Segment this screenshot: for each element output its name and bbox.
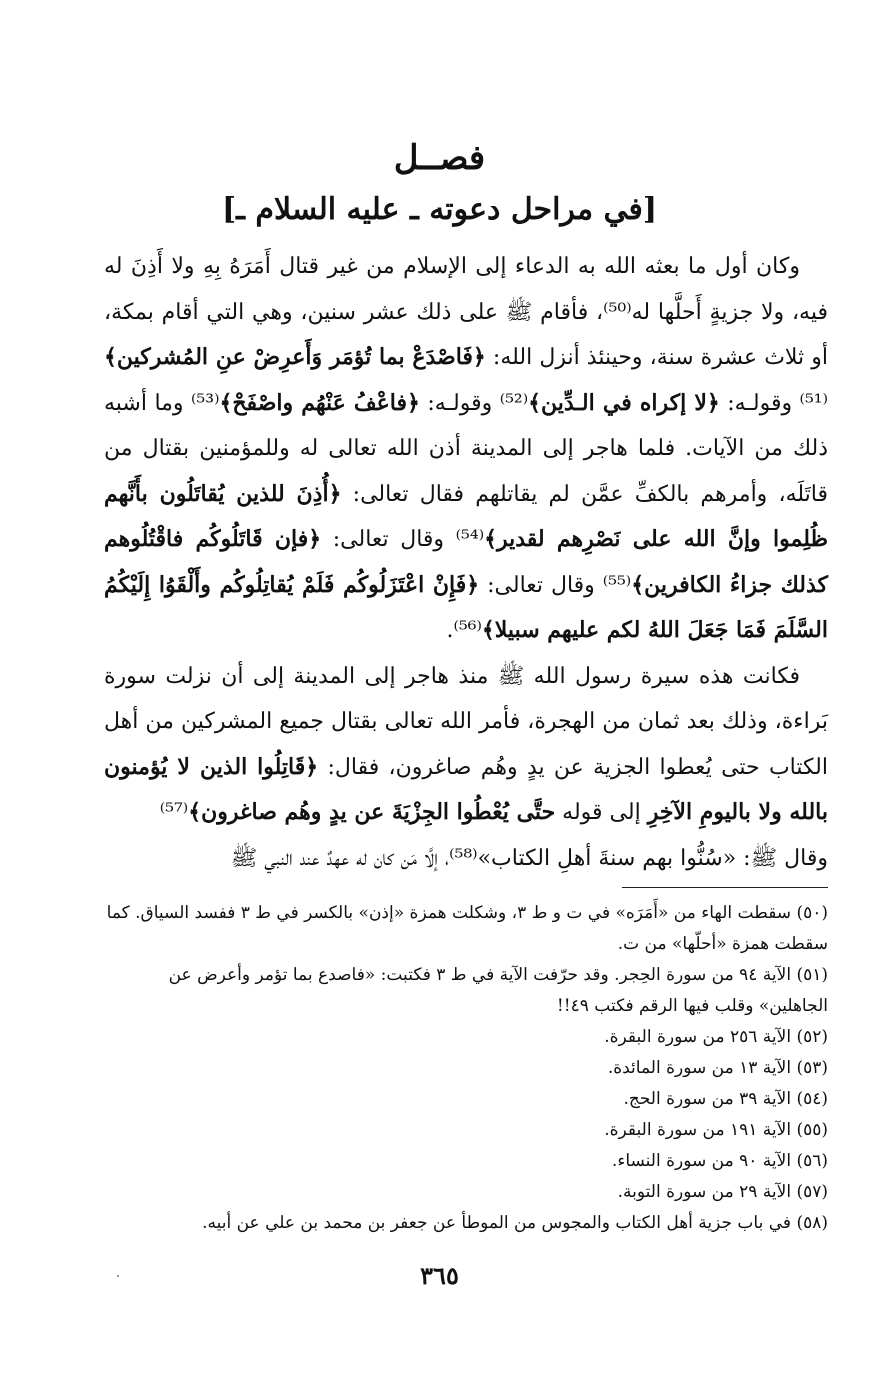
quran-verse: حتَّى يُعْطُوا الجِزْيَةَ عن يدٍ وهُم صاغرون﴾ — [188, 799, 556, 825]
text-segment: ⁽⁵⁶⁾. — [446, 618, 482, 643]
footnote — [104, 898, 828, 960]
paragraph-1 — [104, 244, 828, 654]
page-number: ٣٦٥ — [420, 1261, 459, 1290]
quran-verse: ﴿فَإِنْ اعْتَزَلُوكُم فَلَمْ يُقاتِلُوكُم وأَلْقَوُا إِلَيْكُمُ السَّلَمَ فَمَا جَعَلَ اللهُ لكم عليهم سبيلا﴾ — [104, 571, 828, 643]
footnote-divider — [622, 887, 828, 888]
footnote-number: (٥٣) — [796, 1058, 828, 1078]
footnote — [104, 1115, 828, 1146]
footnote — [104, 1022, 828, 1053]
chapter-title: فصــل — [393, 138, 486, 178]
text-segment: ⁽⁵¹⁾ وقولـه: — [719, 390, 828, 416]
footnote-number: (٥٢) — [796, 1027, 828, 1047]
footnote-number: (٥٥) — [796, 1120, 828, 1140]
footnote — [104, 1208, 828, 1239]
text-segment: ⁽⁵⁷⁾ — [159, 800, 189, 825]
quran-verse: ﴿فَاصْدَعْ بما تُؤمَر وَأَعرِضْ عنِ المُشركين﴾ — [104, 344, 486, 370]
quran-verse: ﴿لا إكراه في الـدِّين﴾ — [528, 389, 720, 416]
footnote-number: (٥٧) — [796, 1182, 828, 1202]
text-segment: ⁽⁵²⁾ وقولـه: — [419, 390, 529, 416]
text-segment: ⁽⁵⁵⁾ وقال تعالى: — [479, 572, 632, 598]
footnote-number: (٥٤) — [796, 1089, 828, 1109]
quran-verse: ﴿قَاتِلُوا الذين لا يُؤمنون بالله ولا باليومِ الآخِرِ — [104, 753, 828, 825]
footnote — [104, 1146, 828, 1177]
footnote-text: الآية ٩٤ من سورة الحِجر. وقد حرّفت الآية في ط ٣ فكتبت: «فاصدع بما تؤمر وأعرض عن الجاهلين» وقلب فيها الرقم فكتب ٤٩!! — [168, 965, 828, 1016]
footnote-text: الآية ٢٥٦ من سورة البقرة. — [604, 1027, 792, 1047]
quran-verse: ﴿فإن قَاتَلُوكُم فاقْتُلُوهم كذلك جزاءُ الكافرين﴾ — [104, 526, 828, 598]
footnote — [104, 1053, 828, 1084]
text-segment: إلى قوله — [555, 800, 648, 825]
footnote-number: (٥١) — [796, 965, 828, 985]
footnote-text: الآية ٣٩ من سورة الحج. — [623, 1089, 792, 1109]
chapter-subtitle: [في مراحل دعوته ـ عليه السلام ـ] — [221, 192, 658, 227]
paragraph-3 — [104, 836, 828, 882]
footnotes — [104, 898, 828, 1239]
footnote — [104, 1177, 828, 1208]
footnote-text: في باب جزية أهل الكتاب والمجوس من الموطأ عن جعفر بن محمد بن علي عن أبيه. — [202, 1213, 792, 1233]
footnote-text: سقطت الهاء من «أَمَرَه» في ت و ط ٣، وشكلت همزة «إذن» بالكسر في ط ٣ ففسد السياق. كما سقطت همزة «أحلّها» من ت. — [106, 903, 828, 954]
text-segment: وقال ﷺ: «سُنُّوا بهم سنةَ أهلِ الكتاب»⁽⁵⁸⁾، إلَّا مَن كان له عهدٌ عند النبي ﷺ — [230, 845, 828, 871]
footnote-text: الآية ١٩١ من سورة البقرة. — [604, 1120, 792, 1140]
body-text — [104, 244, 828, 881]
scan-speck — [117, 1275, 119, 1277]
quran-verse: ﴿فاعْفُ عَنْهُم واصْفَحْ﴾ — [219, 389, 420, 416]
text-segment: ⁽⁵³⁾ وما أشبه ذلك من الآيات. فلما هاجر إلى المدينة أذن الله تعالى له وللمؤمنين بقتال من قاتَلَه، وأمرهم بالكفِّ عمَّن لم يقاتلهم فقال تعالى: — [104, 390, 828, 507]
text-segment: وكان أول ما بعثه الله به الدعاء إلى الإسلام من غير قتال أَمَرَهُ بِهِ ولا أَذِنَ له فيه، ولا جزيةٍ أَحلَّها له⁽⁵⁰⁾، فأقام ﷺ على ذلك عشر سنين، وهي التي أقام بمكة، أو ثلاث عشرة سنة، وحينئذ أنزل الله: — [104, 254, 828, 370]
footnote-number: (٥٠) — [796, 903, 828, 923]
footnote-text: الآية ٩٠ من سورة النساء. — [611, 1151, 792, 1171]
footnote-text: الآية ١٣ من سورة المائدة. — [607, 1058, 792, 1078]
text-segment: ⁽⁵⁴⁾ وقال تعالى: — [321, 527, 485, 552]
footnote — [104, 1084, 828, 1115]
footnote-number: (٥٨) — [796, 1213, 828, 1233]
quran-verse: ﴿أُذِنَ للذين يُقاتَلُون بأَنَّهم ظُلِموا وإنَّ الله على نَصْرِهم لقدير﴾ — [104, 480, 828, 552]
footnote-text: الآية ٢٩ من سورة التوبة. — [617, 1182, 792, 1202]
paragraph-2 — [104, 654, 828, 836]
footnote-number: (٥٦) — [796, 1151, 828, 1171]
footnote — [104, 960, 828, 1022]
text-segment: فكانت هذه سيرة رسول الله ﷺ منذ هاجر إلى المدينة إلى أن نزلت سورة بَراءة، وذلك بعد ثمان من الهجرة، فأمر الله تعالى بقتال جميع المشركين من أهل الكتاب حتى يُعطوا الجزية عن يدٍ وهُم صاغرون، فقال: — [104, 663, 828, 780]
